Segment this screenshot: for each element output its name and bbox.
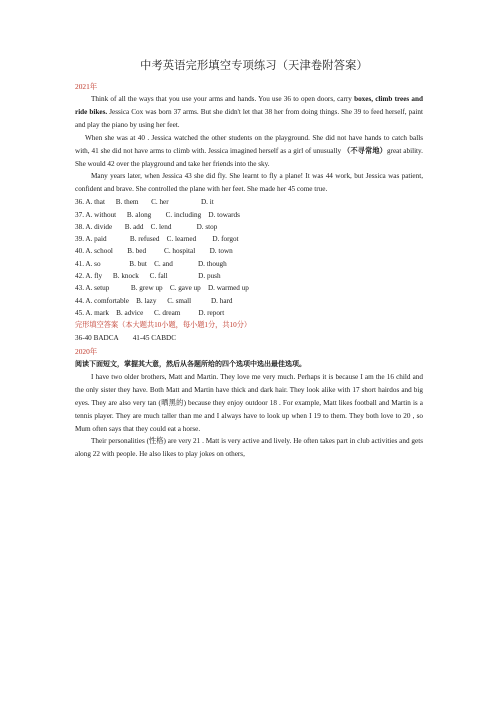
passage-2021-paragraph-2 — [75, 132, 423, 171]
passage-text: When she was at 40 . Jessica watched the other students on the playground. She did not have hands to catch balls with, 41 she did not have arms to climb with. Jessica imagined herself as a girl of unusually — [75, 133, 423, 155]
option-row: 37. A. without B. along C. including D. towards — [75, 210, 240, 219]
passage-text: Jessica Cox was born 37 arms. But she didn't let that 38 her from doing things. She 39 to feed herself, paint and play the piano by using her feet. — [75, 107, 423, 129]
passage-2021-paragraph-1 — [75, 93, 423, 132]
options-list — [75, 196, 423, 319]
answer-heading: 完形填空答案（本大题共10小题，每小题1分，共10分） — [75, 321, 252, 330]
option-row: 36. A. that B. them C. her D. it — [75, 198, 214, 207]
answer-key: 36-40 BADCA 41-45 CABDC — [75, 334, 177, 343]
option-row: 40. A. school B. bed C. hospital D. town — [75, 247, 233, 256]
passage-text: I have two older brothers, Matt and Martin. They love me very much. Perhaps it is because I am the 16 child and the only sister they have. Both Matt and Martin have thick and dark hair. They look alike with 17 short hairdos and big eyes. They are also very tan (晒黑的) because they enjoy outdoor 18 . For example, Matt likes football and Martin is a tennis player. They are much taller than me and I always have to look up when I 19 to them. They both love to 20 , so Mum often says that they could eat a horse. — [75, 372, 423, 433]
option-row: 39. A. paid B. refused C. learned D. forgot — [75, 235, 239, 244]
option-row: 41. A. so B. but C. and D. though — [75, 259, 227, 268]
option-row: 42. A. fly B. knock C. fall D. push — [75, 272, 221, 281]
bold-gloss: （不寻常地） — [343, 146, 387, 155]
instruction-text: 阅读下面短文，掌握其大意，然后从各题所给的四个选项中选出最佳选项。 — [75, 360, 306, 369]
page-title: 中考英语完形填空专项练习（天津卷附答案） — [140, 60, 368, 72]
passage-text: Their personalities (性格) are very 21 . Matt is very active and lively. He often takes part in club activities and gets along 22 with people. He also likes to play jokes on others, — [75, 437, 423, 459]
passage-2020-paragraph-1 — [75, 371, 423, 436]
option-row: 44. A. comfortable B. lazy C. small D. hard — [75, 296, 233, 305]
year-heading-2020: 2020年 — [75, 347, 98, 357]
option-row: 38. A. divide B. add C. lend D. stop — [75, 222, 218, 231]
option-row: 45. A. mark B. advice C. dream D. report — [75, 308, 225, 317]
passage-text: Think of all the ways that you use your arms and hands. You use 36 to open doors, carry — [91, 95, 352, 103]
passage-text: great ability. She would 42 over the playground and take her friends into the sky. — [75, 146, 423, 168]
bold-phrase: boxes, climb trees and ride bikes. — [75, 95, 424, 116]
option-row: 43. A. setup B. grew up C. gave up D. warmed up — [75, 284, 249, 293]
year-heading-2021: 2021年 — [75, 82, 98, 91]
document-page — [75, 58, 423, 461]
passage-text: Many years later, when Jessica 43 she did fly. She learnt to fly a plane! It was 44 work, but Jessica was patient, confident and brave. She controlled the plane with her feet. She made her 45 come true. — [75, 172, 423, 194]
passage-2021-paragraph-3 — [75, 170, 423, 196]
passage-2020-paragraph-2 — [75, 435, 423, 461]
